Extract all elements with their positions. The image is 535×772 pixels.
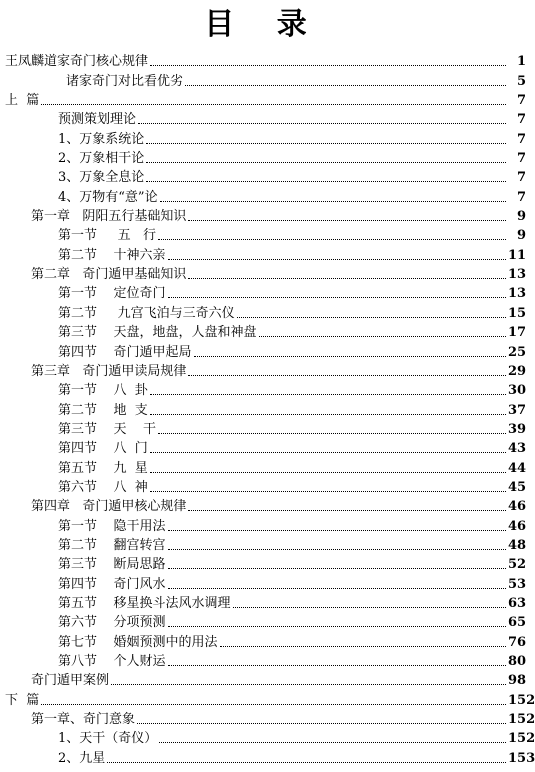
toc-entry[interactable] <box>0 535 527 554</box>
toc-entry[interactable] <box>0 515 527 534</box>
dot-leader <box>150 452 506 453</box>
toc-entry-page-number: 15 <box>508 305 527 321</box>
toc-entry-page-number: 46 <box>508 518 527 534</box>
toc-entry-page-number: 17 <box>508 325 527 341</box>
toc-entry[interactable] <box>0 361 527 380</box>
dot-leader <box>146 143 506 144</box>
toc-entry-label: 预测策划理论 <box>58 112 137 128</box>
toc-entry-page-number: 76 <box>508 634 527 650</box>
toc-entry-page-number: 152 <box>508 712 535 728</box>
toc-entry-label: 第二节 地 支 <box>58 402 148 418</box>
toc-entry[interactable] <box>0 380 527 399</box>
toc-entry-label: 第一章、奇门意象 <box>31 712 136 728</box>
dot-leader <box>168 626 506 627</box>
toc-entry-page-number: 30 <box>508 383 527 399</box>
toc-entry-page-number: 7 <box>516 151 526 167</box>
toc-entry[interactable] <box>0 399 527 418</box>
dot-leader <box>233 607 506 608</box>
toc-entry-label: 1、天干（奇仪） <box>58 731 158 747</box>
dot-leader <box>259 336 506 337</box>
toc-entry-page-number: 46 <box>508 499 527 515</box>
toc-entry-label: 第七节 婚姻预测中的用法 <box>58 634 218 650</box>
toc-entry[interactable] <box>0 148 527 167</box>
toc-entry-label: 第六节 分项预测 <box>58 615 166 631</box>
toc-entry-label: 2、九星 <box>58 750 106 766</box>
dot-leader <box>150 65 506 66</box>
toc-entry[interactable] <box>0 244 527 263</box>
dot-leader <box>168 259 506 260</box>
toc-entry[interactable] <box>0 51 527 70</box>
toc-entry-page-number: 9 <box>516 228 526 244</box>
dot-leader <box>188 375 506 376</box>
toc-entry-label: 第一节 五 行 <box>58 228 157 244</box>
toc-entry-page-number: 37 <box>508 402 527 418</box>
toc-entry[interactable] <box>0 419 527 438</box>
toc-entry-page-number: 44 <box>508 460 527 476</box>
dot-leader <box>41 704 506 705</box>
toc-entry-label: 第六节 八 神 <box>58 479 148 495</box>
toc-entry-label: 3、万象全息论 <box>58 170 145 186</box>
toc-entry-page-number: 53 <box>508 576 527 592</box>
toc-entry-label: 上 篇 <box>5 93 40 109</box>
toc-entry-page-number: 13 <box>508 286 527 302</box>
toc-entry[interactable] <box>0 747 535 766</box>
toc-entry-label: 诸家奇门对比看优劣 <box>66 73 184 89</box>
toc-entry-label: 第二节 翻宫转宫 <box>58 537 166 553</box>
dot-leader <box>185 85 506 86</box>
toc-entry[interactable] <box>0 283 527 302</box>
dot-leader <box>150 472 506 473</box>
toc-entry[interactable] <box>0 302 527 321</box>
toc-entry-label: 第三节 天盘，地盘，人盘和神盘 <box>58 325 257 341</box>
dot-leader <box>137 723 506 724</box>
toc-entry-page-number: 98 <box>508 673 527 689</box>
toc-entry-label: 第五节 九 星 <box>58 460 148 476</box>
toc-entry[interactable] <box>0 186 527 205</box>
dot-leader <box>159 742 506 743</box>
dot-leader <box>146 162 506 163</box>
toc-entry-page-number: 65 <box>508 615 527 631</box>
toc-entry-page-number: 152 <box>508 731 535 747</box>
dot-leader <box>188 510 506 511</box>
dot-leader <box>188 278 506 279</box>
toc-entry[interactable] <box>0 612 527 631</box>
page-title: 目 录 <box>204 7 323 42</box>
toc-entry[interactable] <box>0 109 527 128</box>
toc-entry-page-number: 80 <box>508 654 527 669</box>
dot-leader <box>168 297 506 298</box>
toc-entry-page-number: 48 <box>508 537 527 553</box>
toc-entry-label: 第四章 奇门遁甲核心规律 <box>31 499 187 515</box>
toc-entry-page-number: 7 <box>516 112 526 128</box>
dot-leader <box>220 646 506 647</box>
toc-entry-page-number: 5 <box>516 73 526 89</box>
toc-entry-label: 第二节 十神六亲 <box>58 247 166 263</box>
toc-entry[interactable] <box>0 554 527 573</box>
toc-entry-page-number: 25 <box>508 344 527 360</box>
toc-entry[interactable] <box>0 70 527 89</box>
dot-leader <box>237 317 506 318</box>
toc-entry-label: 第二节 九宫飞泊与三奇六仪 <box>58 305 235 321</box>
dot-leader <box>168 665 506 666</box>
toc-entry[interactable] <box>0 709 535 728</box>
toc-entry[interactable] <box>0 90 527 109</box>
dot-leader <box>188 220 506 221</box>
toc-entry-label: 第八节 个人财运 <box>58 654 166 669</box>
toc-entry-label: 王凤麟道家奇门核心规律 <box>5 54 149 70</box>
toc-entry-label: 奇门遁甲案例 <box>31 673 110 689</box>
dot-leader <box>168 568 506 569</box>
dot-leader <box>168 549 506 550</box>
toc-entry-page-number: 13 <box>508 267 527 283</box>
dot-leader <box>150 491 506 492</box>
toc-entry-label: 第一节 定位奇门 <box>58 286 166 302</box>
toc-entry-label: 第一节 隐干用法 <box>58 518 166 534</box>
toc-entry[interactable] <box>0 206 527 225</box>
toc-entry-label: 2、万象相干论 <box>58 151 145 167</box>
toc-list <box>0 51 535 767</box>
toc-entry-label: 第四节 奇门遁甲起局 <box>58 344 192 360</box>
toc-entry[interactable] <box>0 457 527 476</box>
toc-entry[interactable] <box>0 264 527 283</box>
toc-entry-page-number: 43 <box>508 441 527 457</box>
toc-entry[interactable] <box>0 225 527 244</box>
toc-entry[interactable] <box>0 322 527 341</box>
toc-entry[interactable] <box>0 573 527 592</box>
dot-leader <box>150 414 506 415</box>
toc-entry-page-number: 63 <box>508 595 527 611</box>
toc-entry[interactable] <box>0 670 527 689</box>
toc-entry[interactable] <box>0 651 527 670</box>
toc-entry-page-number: 7 <box>516 170 526 186</box>
toc-entry[interactable] <box>0 689 535 708</box>
dot-leader <box>146 181 506 182</box>
toc-entry-label: 第一章 阴阳五行基础知识 <box>31 209 187 225</box>
toc-entry-page-number: 29 <box>508 363 527 379</box>
toc-entry-label: 第四节 奇门风水 <box>58 576 166 592</box>
toc-entry[interactable] <box>0 128 527 147</box>
toc-entry-page-number: 152 <box>508 692 535 708</box>
toc-entry-label: 第一节 八 卦 <box>58 383 148 399</box>
toc-entry-page-number: 7 <box>516 93 526 109</box>
dot-leader <box>168 588 506 589</box>
toc-entry-page-number: 39 <box>508 421 527 437</box>
toc-entry-label: 第三章 奇门遁甲读局规律 <box>31 363 187 379</box>
toc-entry-page-number: 1 <box>516 54 526 70</box>
toc-entry-page-number: 11 <box>508 247 527 263</box>
toc-entry-page-number: 153 <box>508 750 535 766</box>
toc-entry-label: 第二章 奇门遁甲基础知识 <box>31 267 187 283</box>
toc-entry-label: 4、万物有“意”论 <box>58 189 158 205</box>
dot-leader <box>150 394 506 395</box>
dot-leader <box>111 684 506 685</box>
toc-entry-label: 第三节 天 干 <box>58 421 157 437</box>
toc-entry[interactable] <box>0 631 527 650</box>
toc-entry[interactable] <box>0 341 527 360</box>
toc-entry-page-number: 45 <box>508 479 527 495</box>
toc-entry[interactable] <box>0 438 527 457</box>
toc-entry-label: 1、万象系统论 <box>58 131 145 147</box>
toc-entry[interactable] <box>0 477 527 496</box>
toc-entry-label: 第五节 移星换斗法风水调理 <box>58 595 231 611</box>
dot-leader <box>138 123 506 124</box>
toc-entry-page-number: 9 <box>516 209 526 225</box>
dot-leader <box>41 104 506 105</box>
toc-entry-label: 第四节 八 门 <box>58 441 148 457</box>
toc-entry[interactable] <box>0 728 535 747</box>
dot-leader <box>160 201 506 202</box>
toc-entry[interactable] <box>0 593 527 612</box>
dot-leader <box>158 239 506 240</box>
dot-leader <box>158 433 506 434</box>
toc-entry[interactable] <box>0 167 527 186</box>
toc-entry-page-number: 7 <box>516 189 526 205</box>
toc-entry-page-number: 52 <box>508 557 527 573</box>
dot-leader <box>194 356 506 357</box>
toc-entry[interactable] <box>0 496 527 515</box>
toc-entry-page-number: 7 <box>516 131 526 147</box>
toc-entry-label: 第三节 断局思路 <box>58 557 166 573</box>
toc-entry-label: 下 篇 <box>5 692 40 708</box>
dot-leader <box>168 530 506 531</box>
dot-leader <box>107 762 506 763</box>
